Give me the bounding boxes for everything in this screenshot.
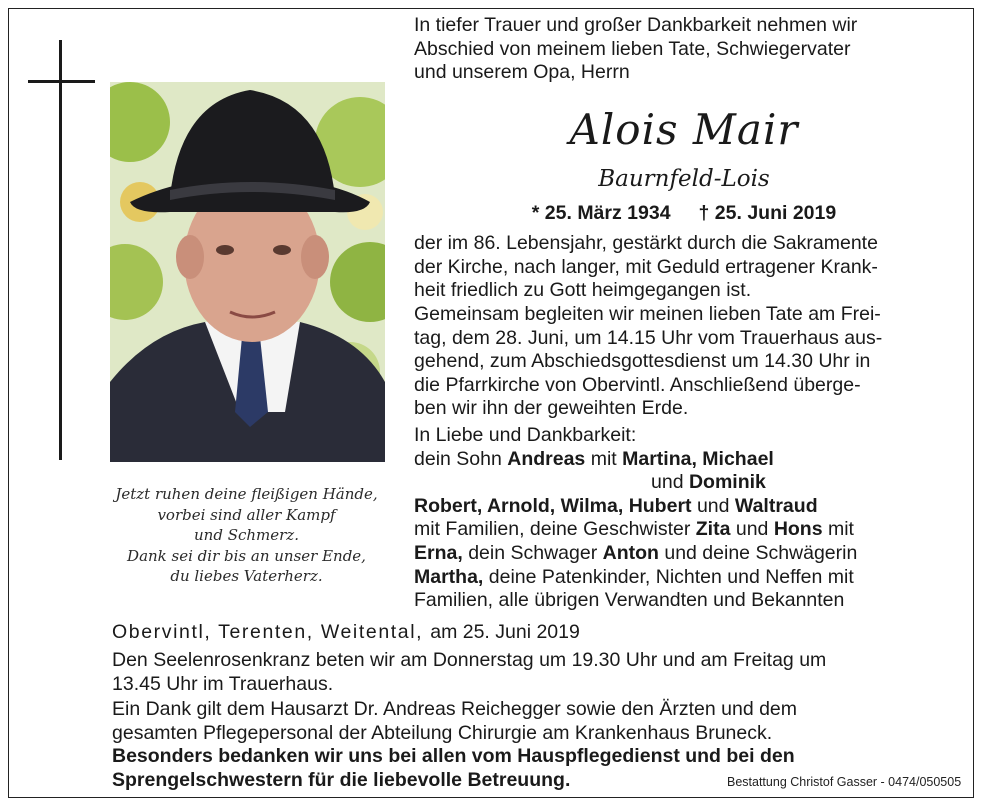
paragraph-line: ben wir ihn der geweihten Erde. bbox=[414, 397, 689, 420]
paragraph-line: Sprengelschwestern für die liebevolle Betreuung. bbox=[112, 768, 571, 791]
cross-icon-horizontal bbox=[28, 80, 95, 83]
paragraph-line: Gemeinsam begleiten wir meinen lieben Tate am Frei- bbox=[414, 303, 881, 325]
paragraph-line: tag, dem 28. Juni, um 14.15 Uhr vom Trauerhaus aus- bbox=[414, 326, 883, 349]
thanks-paragraph bbox=[112, 698, 797, 745]
paragraph-line: Den Seelenrosenkranz beten wir am Donnerstag um 19.30 Uhr und am Freitag um bbox=[112, 649, 827, 671]
paragraph-line: der Kirche, nach langer, mit Geduld ertragener Krank- bbox=[414, 255, 878, 278]
mourners-line: dein Sohn Andreas mit Martina, Michael bbox=[414, 447, 774, 470]
intro-line: Abschied von meinem lieben Tate, Schwiegervater bbox=[414, 37, 851, 60]
paragraph-line: 13.45 Uhr im Trauerhaus. bbox=[112, 672, 334, 695]
cross-icon-vertical bbox=[59, 40, 62, 460]
mourners-line: In Liebe und Dankbarkeit: bbox=[414, 424, 637, 446]
poem-line: und Schmerz. bbox=[194, 526, 299, 544]
portrait-photo bbox=[110, 82, 385, 462]
memorial-poem bbox=[104, 484, 389, 587]
paragraph-line: Ein Dank gilt dem Hausarzt Dr. Andreas Reichegger sowie den Ärzten und dem bbox=[112, 698, 798, 720]
mourners-line: Martha, deine Patenkinder, Nichten und Neffen mit bbox=[414, 565, 854, 588]
special-thanks-paragraph bbox=[112, 745, 795, 792]
place-names: Obervintl, Terenten, Weitental, bbox=[112, 621, 424, 643]
birth-date: * 25. März 1934 bbox=[531, 202, 671, 224]
poem-line: Jetzt ruhen deine fleißigen Hände, bbox=[115, 485, 378, 503]
poem-line: vorbei sind aller Kampf bbox=[157, 505, 336, 524]
funeral-paragraph bbox=[414, 303, 882, 421]
undertaker-credit: Bestattung Christof Gasser - 0474/050505 bbox=[727, 775, 962, 789]
mourners-line: Familien, alle übrigen Verwandten und Bekannten bbox=[414, 589, 845, 612]
poem-line: Dank sei dir bis an unser Ende, bbox=[127, 546, 366, 565]
death-paragraph bbox=[414, 232, 878, 303]
mourners-line: Robert, Arnold, Wilma, Hubert und Waltraud bbox=[414, 494, 818, 517]
mourners-line: Erna, dein Schwager Anton und deine Schwägerin bbox=[414, 541, 858, 564]
poem-line: du liebes Vaterherz. bbox=[170, 567, 323, 585]
intro-line: In tiefer Trauer und großer Dankbarkeit nehmen wir bbox=[414, 14, 858, 36]
intro-text bbox=[414, 14, 954, 85]
paragraph-line: heit friedlich zu Gott heimgegangen ist. bbox=[414, 279, 752, 302]
death-date: † 25. Juni 2019 bbox=[698, 202, 837, 224]
paragraph-line: die Pfarrkirche von Obervintl. Anschließend überge- bbox=[414, 373, 861, 396]
life-dates bbox=[414, 200, 954, 226]
paragraph-line: gehend, zum Abschiedsgottesdienst um 14.30 Uhr in bbox=[414, 350, 871, 373]
place-and-date bbox=[112, 620, 580, 644]
deceased-name: Alois Mair bbox=[569, 105, 799, 154]
mourners-line: mit Familien, deine Geschwister Zita und Hons mit bbox=[414, 518, 854, 541]
paragraph-line: Besonders bedanken wir uns bei allen vom Hauspflegedienst und bei den bbox=[112, 745, 795, 767]
intro-line: und unserem Opa, Herrn bbox=[414, 61, 630, 84]
mourners-list bbox=[414, 424, 857, 613]
place-date: am 25. Juni 2019 bbox=[430, 621, 580, 643]
rosary-paragraph bbox=[112, 649, 826, 696]
paragraph-line: gesamten Pflegepersonal der Abteilung Chirurgie am Krankenhaus Bruneck. bbox=[112, 721, 773, 744]
mourners-line: und Dominik bbox=[651, 471, 766, 494]
paragraph-line: der im 86. Lebensjahr, gestärkt durch die Sakramente bbox=[414, 232, 878, 254]
deceased-nickname: Baurnfeld-Lois bbox=[598, 166, 770, 192]
